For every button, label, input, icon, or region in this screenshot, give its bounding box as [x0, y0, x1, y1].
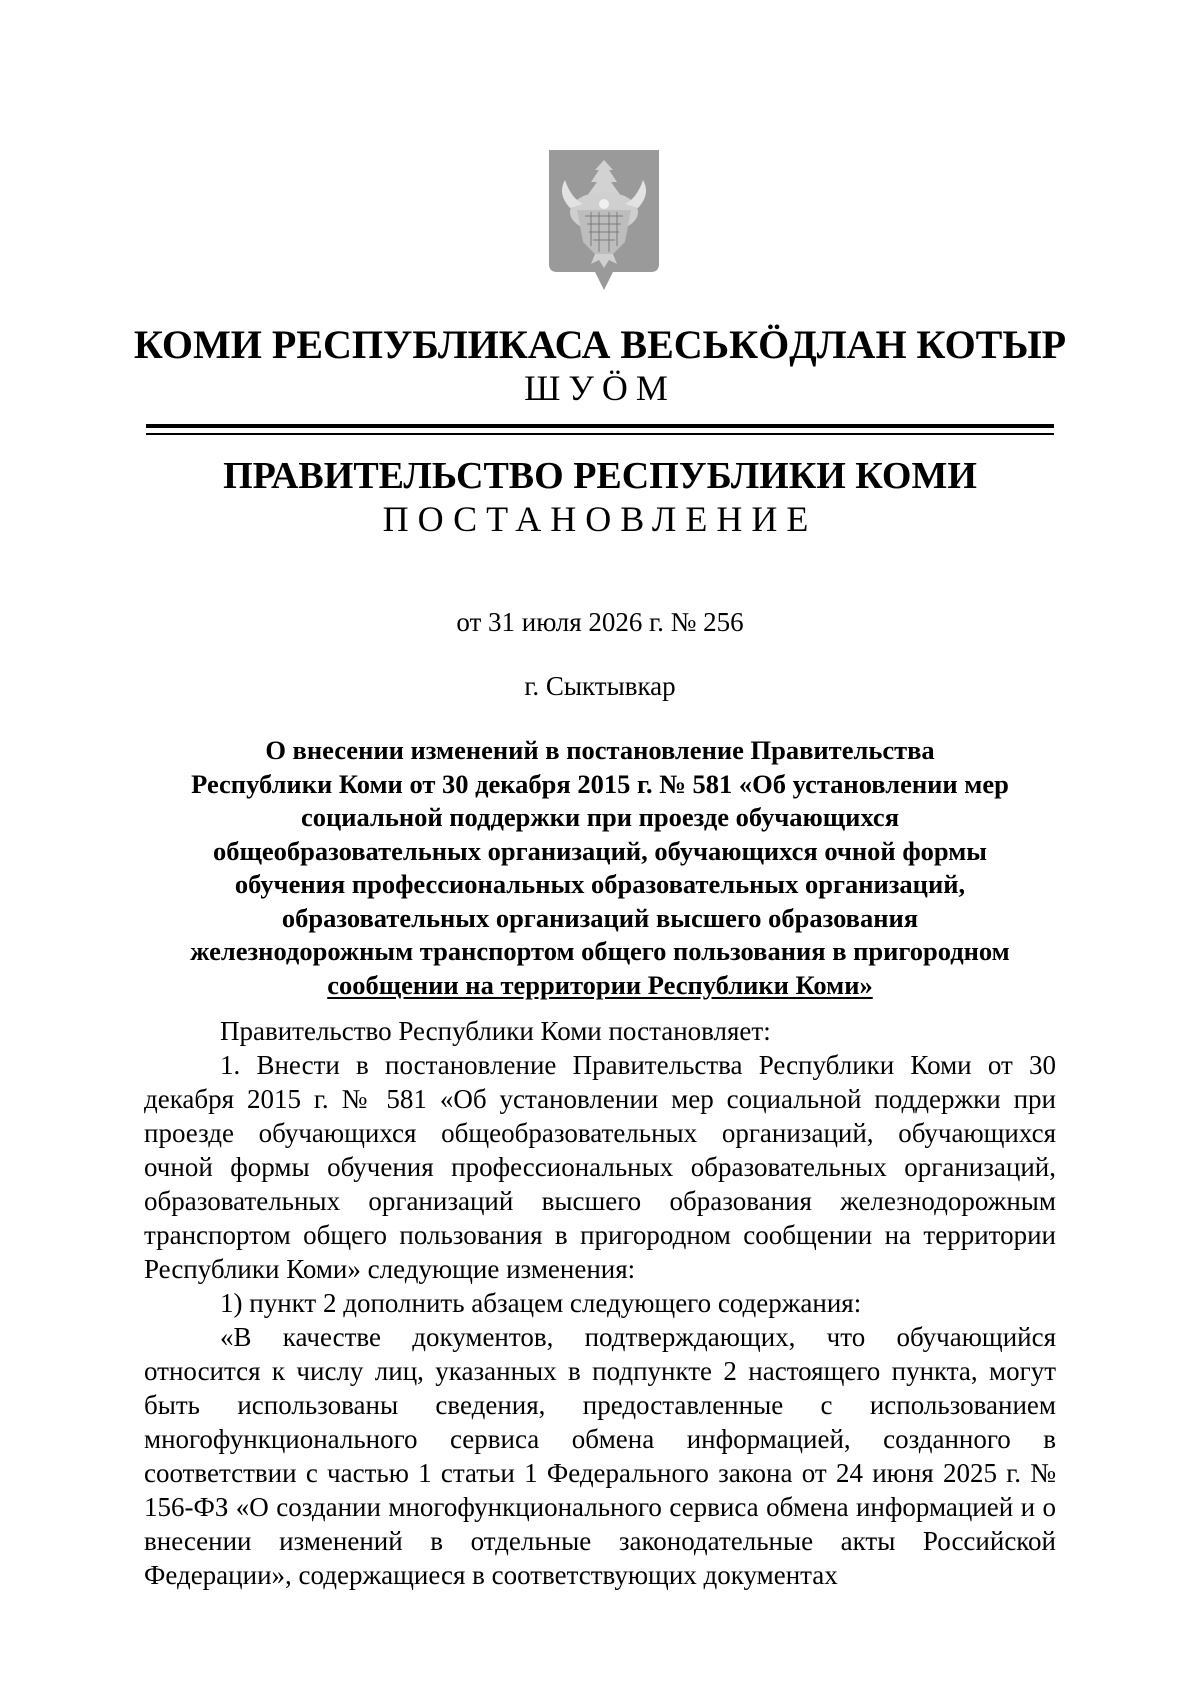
body-paragraph-quote: «В качестве документов, подтверждающих, что обучающийся относится к числу лиц, указанных в подпункте 2 настоящего пункта, могут быть использованы сведения, предоставленные с использованием многофункционального сервиса обмена информацией, созданного в соответствии с частью 1 статьи 1 Федерального закона от 24 июня 2025 г. № 156-ФЗ «О создании многофункционального сервиса обмена информацией и о внесении изменений в отдельные законодательные акты Российской Федерации», содержащиеся в соответствующих документах: [144, 1322, 1056, 1590]
government-title: ПРАВИТЕЛЬСТВО РЕСПУБЛИКИ КОМИ: [223, 455, 977, 497]
document-title: [140, 734, 1060, 1002]
document-body: [144, 1014, 1056, 1592]
komi-government-title: КОМИ РЕСПУБЛИКАСА ВЕСЬКӦДЛАН КОТЫР: [133, 322, 1067, 367]
title-line: железнодорожным транспортом общего пользования в пригородном: [190, 936, 1010, 966]
title-line: общеобразовательных организаций, обучающихся очной формы: [213, 835, 987, 866]
header-divider-thin: [146, 433, 1054, 435]
title-line: Республики Коми от 30 декабря 2015 г. № 581 «Об установлении мер: [191, 768, 1009, 799]
resolution-city: г. Сыктывкар: [524, 671, 676, 701]
body-paragraph-item-1: 1. Внести в постановление Правительства Республики Коми от 30 декабря 2015 г. № 581 «Об установлении мер социальной поддержки при проезде обучающихся общеобразовательных организаций, обучающихся очной формы обучения профессиональных образовательных организаций, образовательных организаций высшего образования железнодорожным транспортом общего пользования в пригородном сообщении на территории Республики Коми» следующие изменения:: [144, 1050, 1056, 1284]
resolution-subtitle: ПОСТАНОВЛЕНИЕ: [382, 499, 818, 539]
header-divider-thick: [146, 424, 1054, 428]
title-line: сообщении на территории Республики Коми»: [327, 969, 873, 1000]
title-line: О внесении изменений в постановление Правительства: [265, 735, 935, 765]
title-line: обучения профессиональных образовательных организаций,: [234, 869, 966, 899]
komi-coat-of-arms-icon: [547, 146, 661, 292]
komi-resolution-subtitle: ШУӦМ: [524, 368, 676, 408]
title-line: образовательных организаций высшего образования: [281, 902, 919, 933]
resolution-date-number: от 31 июля 2026 г. № 256: [456, 607, 744, 637]
body-paragraph-subitem-1: 1) пункт 2 дополнить абзацем следующего содержания:: [220, 1288, 862, 1318]
title-line: социальной поддержки при проезде обучающихся: [300, 802, 900, 832]
body-paragraph-preamble: Правительство Республики Коми постановляет:: [220, 1016, 771, 1046]
